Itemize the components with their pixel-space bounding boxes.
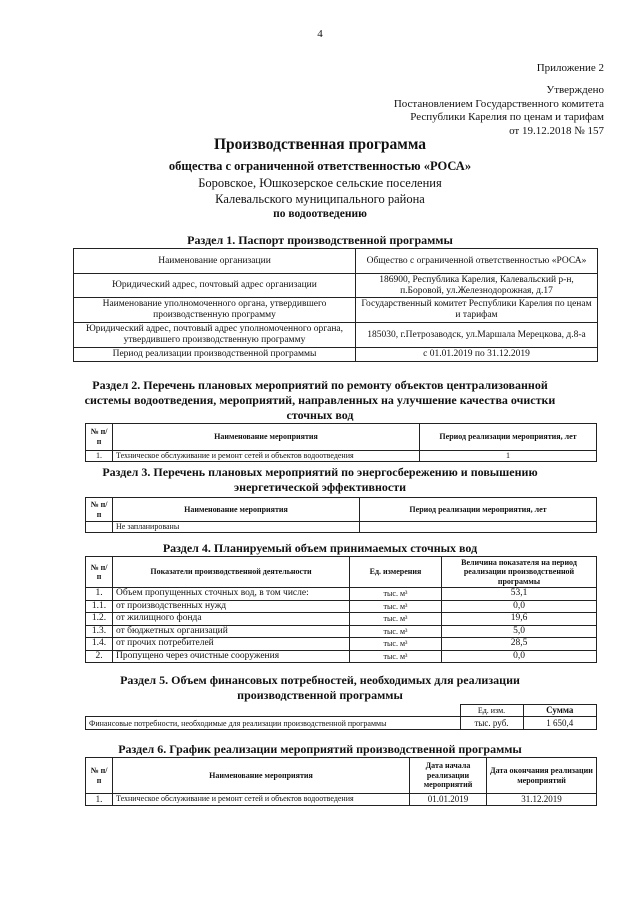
approval-line: от 19.12.2018 № 157 bbox=[509, 124, 604, 137]
approval-block bbox=[394, 84, 604, 138]
location-line: Боровское, Юшкозерское сельские поселения bbox=[198, 176, 442, 190]
table-row bbox=[74, 323, 598, 348]
header-cell: Величина показателя на период реализации производственной программы bbox=[442, 557, 597, 588]
table-cell: 1. bbox=[86, 451, 113, 462]
table-cell: Финансовые потребности, необходимые для реализации производственной программы bbox=[86, 717, 461, 730]
header-cell: Дата начала реализации мероприятий bbox=[410, 758, 487, 794]
table-cell: Техническое обслуживание и ремонт сетей и объектов водоотведения bbox=[113, 451, 420, 462]
program-subject: по водоотведению bbox=[273, 208, 367, 220]
location-line: Калевальского муниципального района bbox=[215, 192, 425, 206]
section4-table bbox=[85, 556, 597, 663]
table-row bbox=[86, 600, 597, 613]
table-header-row bbox=[86, 498, 597, 522]
table-cell: с 01.01.2019 по 31.12.2019 bbox=[356, 348, 598, 362]
table-cell: от прочих потребителей bbox=[113, 638, 350, 651]
section1-table bbox=[73, 248, 598, 362]
table-cell: Период реализации производственной программы bbox=[74, 348, 356, 362]
table-cell: 28,5 bbox=[442, 638, 597, 651]
table-cell: 1 bbox=[420, 451, 597, 462]
heading-line: Раздел 5. Объем финансовых потребностей, необходимых для реализации bbox=[120, 673, 520, 687]
table-row bbox=[74, 274, 598, 298]
section6-table bbox=[85, 757, 597, 806]
header-cell: Ед. измерения bbox=[350, 557, 442, 588]
table-cell bbox=[360, 522, 597, 533]
table-row bbox=[74, 298, 598, 323]
heading-line: энергетической эффективности bbox=[233, 480, 407, 494]
header-cell: Наименование мероприятия bbox=[113, 758, 410, 794]
header-cell: Дата окончания реализации мероприятий bbox=[487, 758, 597, 794]
approval-line: Утверждено bbox=[546, 84, 604, 96]
header-cell: Сумма bbox=[523, 705, 597, 717]
table-cell: Наименование уполномоченного органа, утвердившего производственную программу bbox=[74, 298, 356, 323]
section5-heading bbox=[0, 673, 640, 703]
table-cell: Юридический адрес, почтовый адрес организации bbox=[74, 274, 356, 298]
header-cell: № п/п bbox=[86, 498, 113, 522]
header-cell: Наименование мероприятия bbox=[113, 424, 420, 451]
table-cell: 1.4. bbox=[86, 638, 113, 651]
table-cell: 1 650,4 bbox=[523, 717, 597, 730]
section1-heading: Раздел 1. Паспорт производственной программы bbox=[187, 233, 453, 247]
table-cell: 1. bbox=[86, 588, 113, 601]
table-cell: 53,1 bbox=[442, 588, 597, 601]
table-cell: 1.1. bbox=[86, 600, 113, 613]
table-cell: 1.2. bbox=[86, 613, 113, 626]
table-row bbox=[86, 613, 597, 626]
table-row bbox=[86, 638, 597, 651]
table-row bbox=[86, 588, 597, 601]
table-cell: тыс. м³ bbox=[350, 613, 442, 626]
organization-name: общества с ограниченной ответственностью «РОСА» bbox=[168, 159, 472, 173]
table-cell: 1.3. bbox=[86, 625, 113, 638]
heading-line: производственной программы bbox=[237, 688, 403, 702]
location-block bbox=[0, 175, 640, 207]
section5-table bbox=[85, 704, 597, 730]
table-cell: Объем пропущенных сточных вод, в том числе: bbox=[113, 588, 350, 601]
table-cell: Не запланированы bbox=[113, 522, 360, 533]
table-cell: 5,0 bbox=[442, 625, 597, 638]
table-row bbox=[86, 650, 597, 663]
table-cell: Техническое обслуживание и ремонт сетей и объектов водоотведения bbox=[113, 794, 410, 806]
approval-line: Постановлением Государственного комитета bbox=[393, 97, 604, 110]
section3-heading bbox=[0, 465, 640, 495]
table-row bbox=[86, 451, 597, 462]
table-cell: 185030, г.Петрозаводск, ул.Маршала Мерецкова, д.8-а bbox=[356, 323, 598, 348]
table-cell: тыс. м³ bbox=[350, 588, 442, 601]
header-cell: Ед. изм. bbox=[460, 705, 523, 717]
table-cell: Наименование организации bbox=[74, 249, 356, 274]
table-cell: 2. bbox=[86, 650, 113, 663]
table-header-row bbox=[86, 557, 597, 588]
section3-table bbox=[85, 497, 597, 533]
table-cell bbox=[86, 705, 461, 717]
heading-line: Раздел 3. Перечень плановых мероприятий по энергосбережению и повышению bbox=[102, 465, 538, 479]
document-title: Производственная программа bbox=[213, 136, 427, 153]
table-cell: тыс. м³ bbox=[350, 638, 442, 651]
appendix-label: Приложение 2 bbox=[536, 62, 604, 74]
header-cell: № п/п bbox=[86, 424, 113, 451]
page-number: 4 bbox=[317, 28, 323, 40]
table-cell: Общество с ограниченной ответственностью «РОСА» bbox=[356, 249, 598, 274]
header-cell: № п/п bbox=[86, 557, 113, 588]
table-cell: от бюджетных организаций bbox=[113, 625, 350, 638]
table-header-row bbox=[86, 705, 597, 717]
table-cell: 19,6 bbox=[442, 613, 597, 626]
section2-table bbox=[85, 423, 597, 462]
header-cell: Период реализации мероприятия, лет bbox=[360, 498, 597, 522]
table-cell: тыс. м³ bbox=[350, 650, 442, 663]
table-cell: 0,0 bbox=[442, 600, 597, 613]
table-header-row bbox=[86, 424, 597, 451]
heading-line: сточных вод bbox=[286, 408, 354, 422]
table-cell: 186900, Республика Карелия, Калевальский р-н, п.Боровой, ул.Железнодорожная, д.17 bbox=[356, 274, 598, 298]
table-cell: Государственный комитет Республики Карелия по ценам и тарифам bbox=[356, 298, 598, 323]
table-cell: 31.12.2019 bbox=[487, 794, 597, 806]
table-row bbox=[86, 522, 597, 533]
section2-heading bbox=[0, 378, 640, 423]
table-cell: 1. bbox=[86, 794, 113, 806]
header-cell: Показатели производственной деятельности bbox=[113, 557, 350, 588]
table-row bbox=[86, 625, 597, 638]
table-cell: Юридический адрес, почтовый адрес уполномоченного органа, утвердившего производственную программу bbox=[74, 323, 356, 348]
table-cell: тыс. руб. bbox=[460, 717, 523, 730]
section6-heading: Раздел 6. График реализации мероприятий производственной программы bbox=[118, 742, 522, 756]
heading-line: Раздел 2. Перечень плановых мероприятий по ремонту объектов централизованной bbox=[92, 378, 548, 392]
table-cell: от производственных нужд bbox=[113, 600, 350, 613]
table-cell: от жилищного фонда bbox=[113, 613, 350, 626]
table-header-row bbox=[86, 758, 597, 794]
table-cell: тыс. м³ bbox=[350, 625, 442, 638]
table-cell: Пропущено через очистные сооружения bbox=[113, 650, 350, 663]
table-cell bbox=[86, 522, 113, 533]
table-cell: тыс. м³ bbox=[350, 600, 442, 613]
table-row bbox=[86, 717, 597, 730]
approval-line: Республики Карелия по ценам и тарифам bbox=[410, 111, 604, 123]
header-cell: Период реализации мероприятия, лет bbox=[420, 424, 597, 451]
table-row bbox=[74, 348, 598, 362]
heading-line: системы водоотведения, мероприятий, направленных на улучшение качества очистки bbox=[84, 393, 556, 407]
header-cell: № п/п bbox=[86, 758, 113, 794]
section4-heading: Раздел 4. Планируемый объем принимаемых сточных вод bbox=[162, 541, 478, 555]
table-cell: 0,0 bbox=[442, 650, 597, 663]
header-cell: Наименование мероприятия bbox=[113, 498, 360, 522]
table-cell: 01.01.2019 bbox=[410, 794, 487, 806]
table-row bbox=[74, 249, 598, 274]
table-row bbox=[86, 794, 597, 806]
